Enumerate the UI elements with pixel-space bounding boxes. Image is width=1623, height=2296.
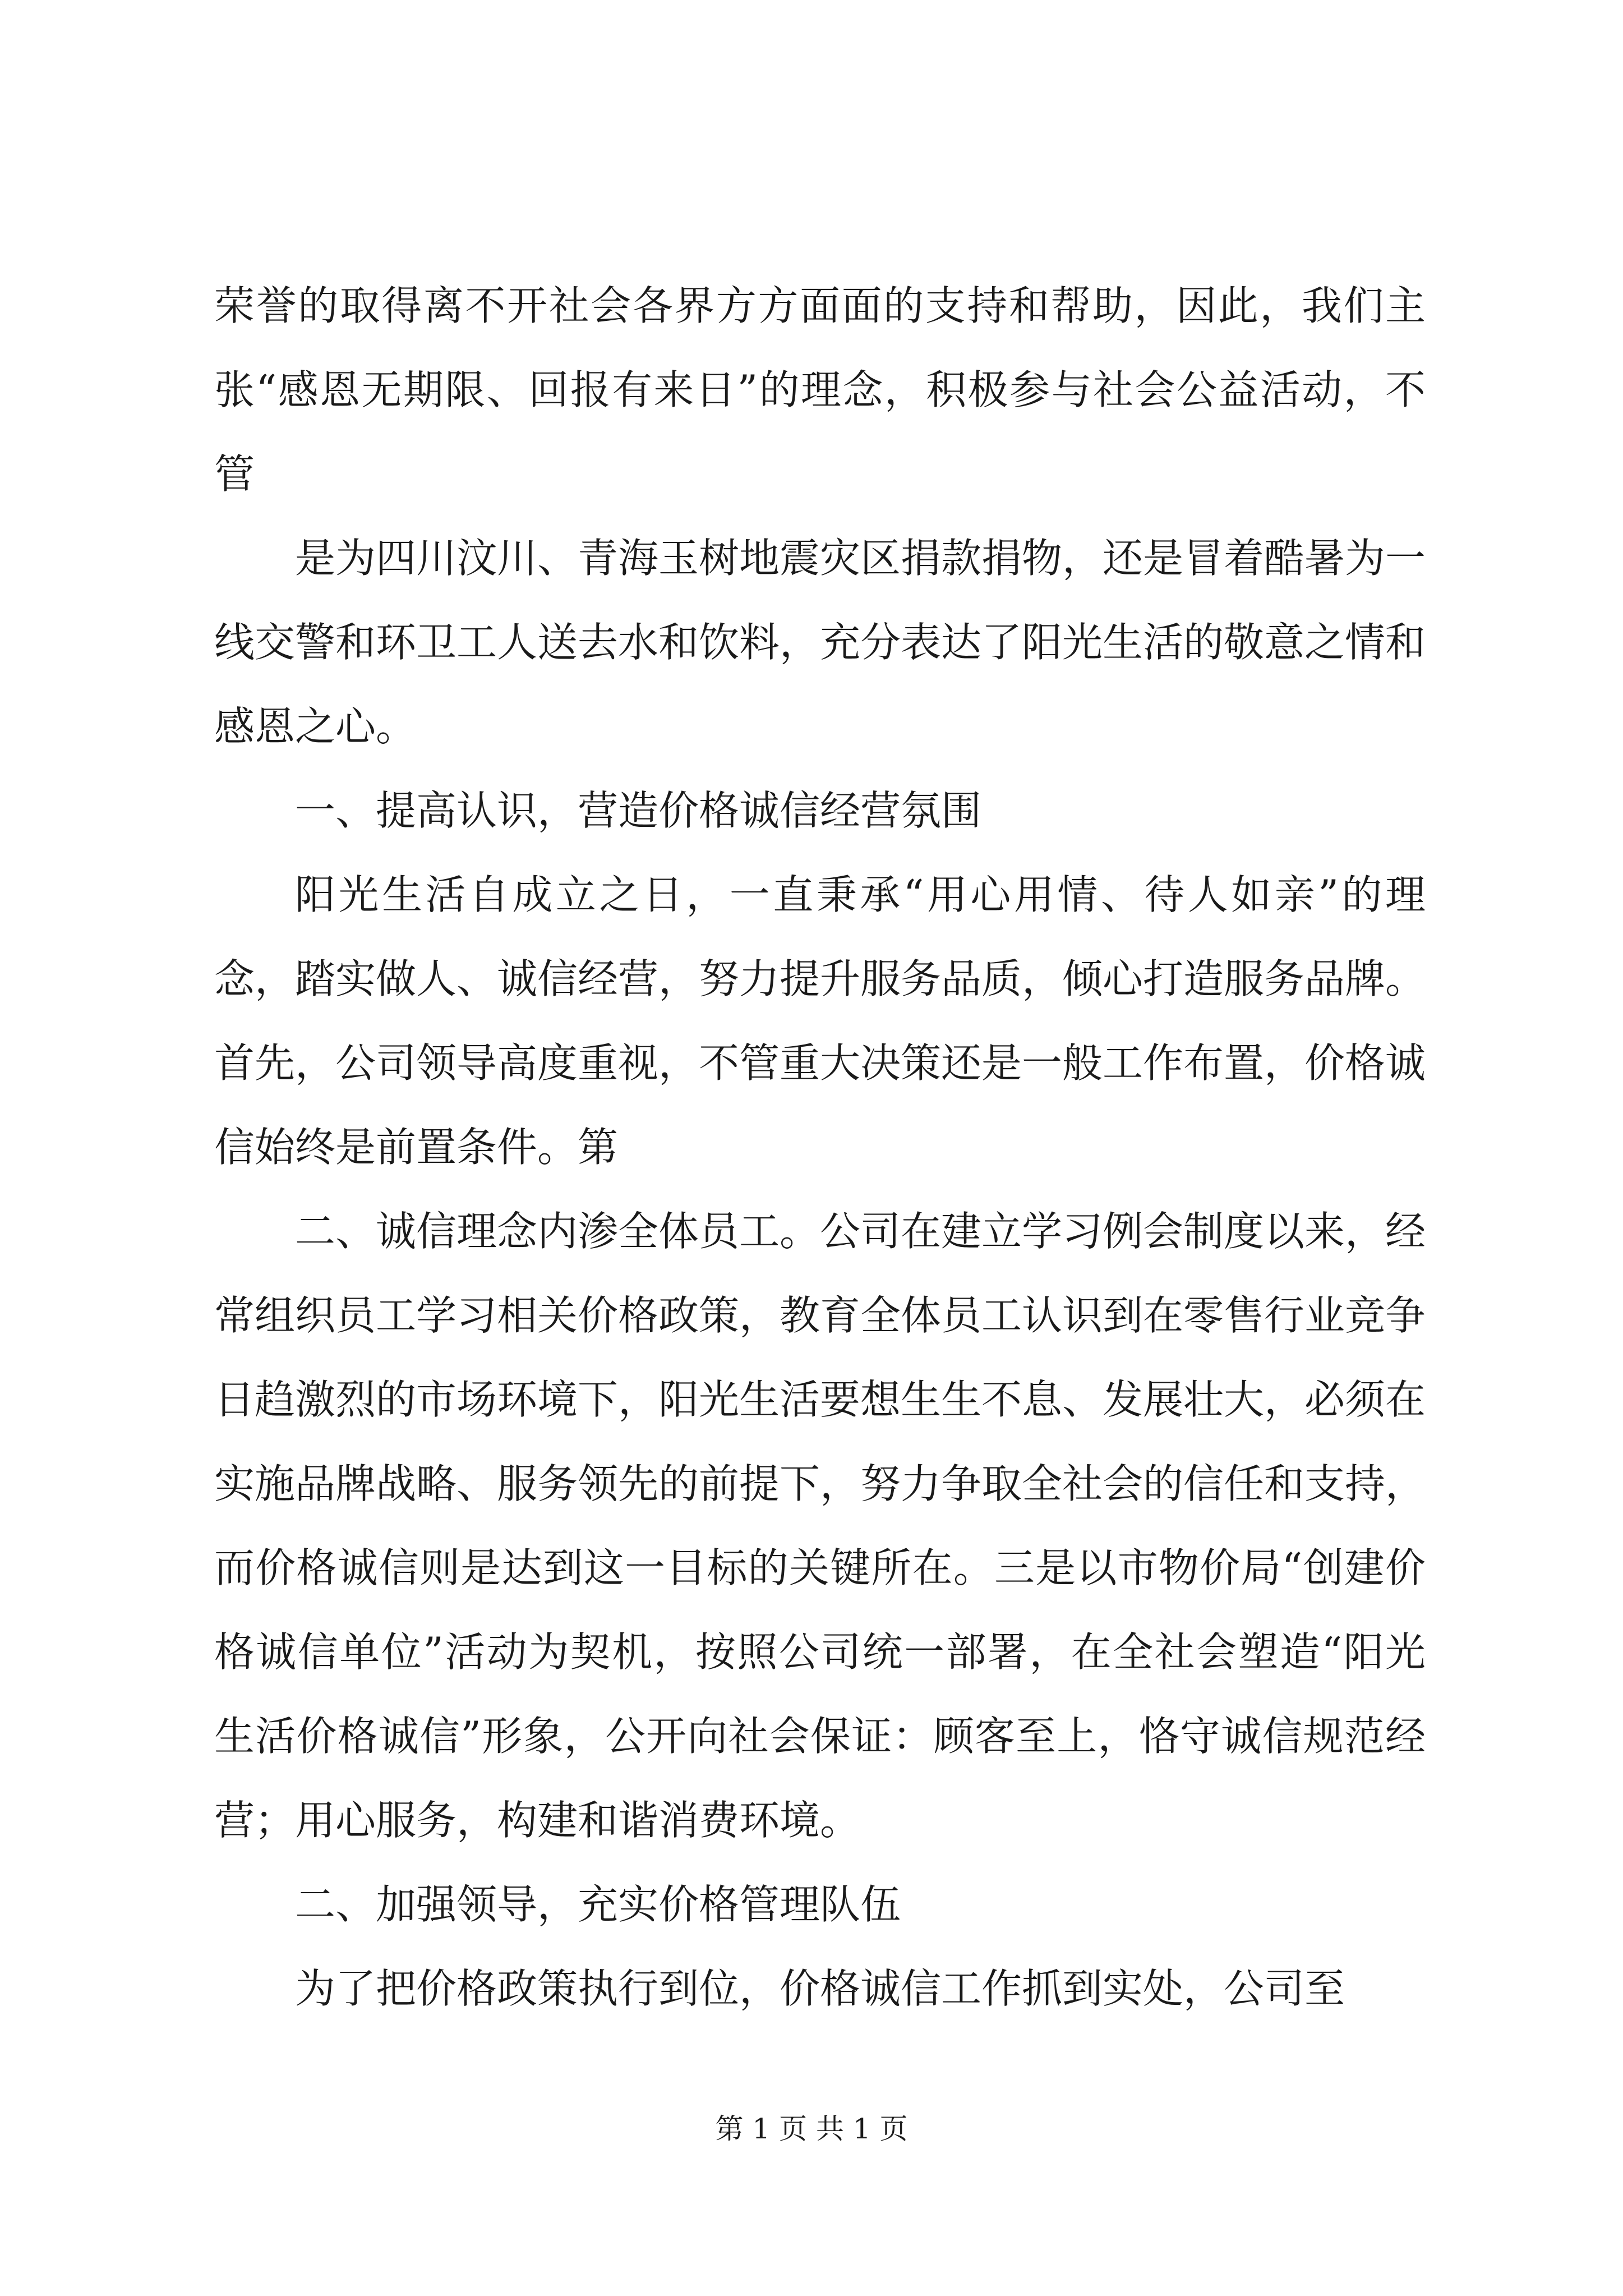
paragraph-3: 阳光生活自成立之日，一直秉承“用心用情、待人如亲”的理念，踏实做人、诚信经营，努力提升服务品质，倾心打造服务品牌。首先，公司领导高度重视，不管重大决策还是一般工作布置，价格诚信始终是前置条件。第: [214, 871, 1426, 1171]
paragraph-5: 为了把价格政策执行到位，价格诚信工作抓到实处，公司至: [295, 1965, 1345, 2012]
section-heading-2: 二、加强领导，充实价格管理队伍: [295, 1881, 901, 1928]
paragraph-2: 是为四川汶川、青海玉树地震灾区捐款捐物，还是冒着酷暑为一线交警和环卫工人送去水和饮料，充分表达了阳光生活的敬意之情和感恩之心。: [214, 535, 1426, 750]
document-body: [214, 264, 1426, 2031]
page-footer: 第 1 页 共 1 页: [715, 2113, 908, 2145]
paragraph-1: 荣誉的取得离不开社会各界方方面面的支持和帮助，因此，我们主张“感恩无期限、回报有来日”的理念，积极参与社会公益活动，不管: [214, 282, 1426, 498]
paragraph-4: 二、诚信理念内渗全体员工。公司在建立学习例会制度以来，经常组织员工学习相关价格政策，教育全体员工认识到在零售行业竞争日趋激烈的市场环境下，阳光生活要想生生不息、发展壮大，必须在实施品牌战略、服务领先的前提下，努力争取全社会的信任和支持，而价格诚信则是达到这一目标的关键所在。三是以市物价局“创建价格诚信单位”活动为契机，按照公司统一部署，在全社会塑造“阳光生活价格诚信”形象，公开向社会保证：顾客至上，恪守诚信规范经营；用心服务，构建和谐消费环境。: [214, 1208, 1426, 1844]
section-heading-1: 一、提高认识，营造价格诚信经营氛围: [295, 787, 982, 834]
